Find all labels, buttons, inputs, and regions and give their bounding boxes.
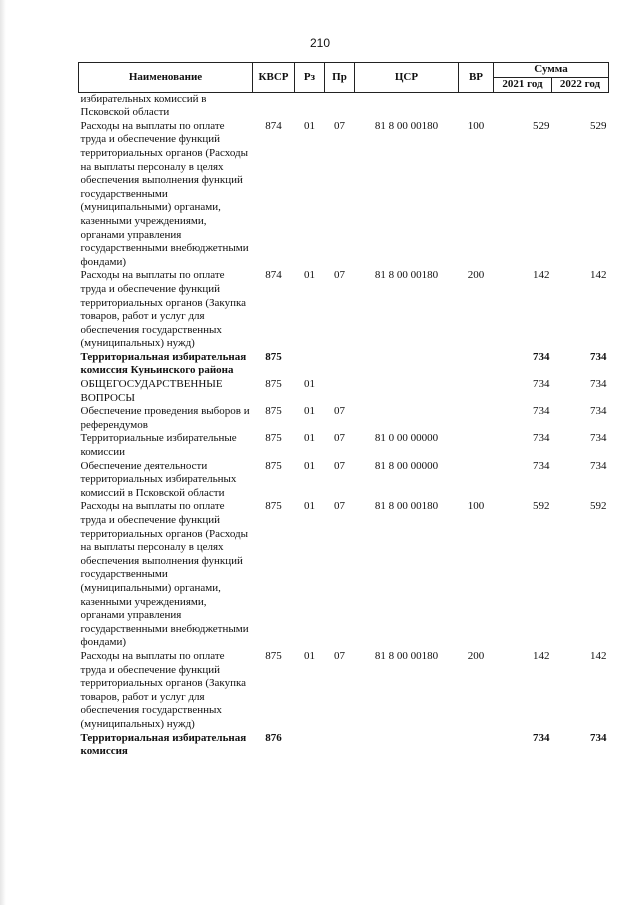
cell-pr: 07 bbox=[334, 500, 345, 513]
cell-vr bbox=[459, 92, 494, 120]
cell-2021 bbox=[494, 92, 552, 120]
cell-csr bbox=[355, 92, 459, 120]
cell-2021: 734 bbox=[533, 378, 550, 391]
table-row bbox=[79, 92, 609, 120]
cell-2021: 734 bbox=[533, 731, 550, 744]
cell-2021: 142 bbox=[533, 269, 550, 282]
cell-csr: 81 8 00 00180 bbox=[374, 500, 439, 513]
cell-csr: 81 8 00 00180 bbox=[374, 269, 439, 282]
page-number: 210 bbox=[309, 36, 331, 50]
cell-rz bbox=[295, 351, 325, 378]
header-2022: 2022 год bbox=[552, 78, 609, 93]
cell-name: Обеспечение деятельности территориальных избирательных комиссий в Псковской области bbox=[80, 459, 237, 499]
table-body bbox=[79, 92, 609, 759]
cell-pr: 07 bbox=[334, 119, 345, 132]
table-row bbox=[79, 378, 609, 405]
cell-vr bbox=[459, 351, 494, 378]
cell-pr: 07 bbox=[334, 649, 345, 662]
cell-pr: 07 bbox=[334, 269, 345, 282]
cell-vr: 100 bbox=[467, 500, 485, 513]
header-pr: Пр bbox=[325, 63, 355, 93]
cell-kvsr bbox=[253, 92, 295, 120]
cell-2021: 592 bbox=[533, 500, 550, 513]
cell-2022: 734 bbox=[590, 731, 607, 744]
cell-2021: 734 bbox=[533, 432, 550, 445]
cell-vr bbox=[459, 432, 494, 459]
table-row bbox=[79, 650, 609, 732]
cell-name: Территориальные избирательные комиссии bbox=[80, 432, 237, 459]
cell-rz: 01 bbox=[304, 500, 315, 513]
cell-pr bbox=[325, 378, 355, 405]
cell-pr: 07 bbox=[334, 459, 345, 472]
cell-2021: 142 bbox=[533, 649, 550, 662]
cell-rz: 01 bbox=[304, 405, 315, 418]
header-rz: Рз bbox=[295, 63, 325, 93]
cell-vr bbox=[459, 460, 494, 501]
cell-name: Расходы на выплаты по оплате труда и обеспечение функций территориальных органов (Расходы на выплаты персоналу в целях обеспечения выполнения функций государственными (муниципальными) органами, казенными учреждениями, органами управления государственными внебюджетными фондами) bbox=[80, 500, 249, 649]
cell-rz bbox=[295, 732, 325, 759]
cell-kvsr: 875 bbox=[265, 405, 282, 418]
cell-vr: 200 bbox=[467, 649, 485, 662]
scan-edge-shadow bbox=[0, 0, 6, 905]
cell-kvsr: 874 bbox=[265, 119, 282, 132]
cell-kvsr: 874 bbox=[265, 269, 282, 282]
cell-pr: 07 bbox=[334, 432, 345, 445]
cell-2022: 142 bbox=[590, 269, 607, 282]
table-row bbox=[79, 405, 609, 432]
cell-vr: 100 bbox=[467, 119, 485, 132]
cell-2021: 734 bbox=[533, 459, 550, 472]
cell-2022 bbox=[552, 92, 609, 120]
cell-name: Расходы на выплаты по оплате труда и обеспечение функций территориальных органов (Закупка товаров, работ и услуг для обеспечения государственных (муниципальных) нужд) bbox=[80, 269, 247, 350]
header-2021: 2021 год bbox=[494, 78, 552, 93]
cell-2022: 734 bbox=[590, 459, 607, 472]
cell-name: Расходы на выплаты по оплате труда и обеспечение функций территориальных органов (Закупка товаров, работ и услуг для обеспечения государственных (муниципальных) нужд) bbox=[80, 649, 247, 730]
cell-vr: 200 bbox=[467, 269, 485, 282]
cell-csr: 81 8 00 00180 bbox=[374, 119, 439, 132]
cell-2021: 529 bbox=[533, 119, 550, 132]
cell-name: избирательных комиссий в Псковской области bbox=[80, 92, 207, 119]
cell-2022: 592 bbox=[590, 500, 607, 513]
header-name: Наименование bbox=[79, 63, 253, 93]
cell-2021: 734 bbox=[533, 350, 550, 363]
cell-pr bbox=[325, 92, 355, 120]
cell-kvsr: 875 bbox=[265, 350, 282, 363]
cell-name: Обеспечение проведения выборов и референдумов bbox=[80, 405, 250, 431]
header-vr: ВР bbox=[459, 63, 494, 93]
cell-2022: 142 bbox=[590, 649, 607, 662]
cell-rz: 01 bbox=[304, 432, 315, 445]
cell-kvsr: 875 bbox=[265, 649, 282, 662]
cell-rz: 01 bbox=[304, 269, 315, 282]
cell-kvsr: 875 bbox=[265, 459, 282, 472]
cell-name: Территориальная избирательная комиссия bbox=[80, 731, 247, 758]
cell-2022: 529 bbox=[590, 119, 607, 132]
cell-2021: 734 bbox=[533, 405, 550, 418]
cell-csr bbox=[355, 351, 459, 378]
cell-2022: 734 bbox=[590, 350, 607, 363]
cell-pr bbox=[325, 351, 355, 378]
cell-rz: 01 bbox=[304, 378, 315, 391]
table-row bbox=[79, 500, 609, 650]
cell-vr bbox=[459, 732, 494, 759]
cell-csr: 81 0 00 00000 bbox=[374, 432, 439, 445]
cell-kvsr: 875 bbox=[265, 432, 282, 445]
cell-kvsr: 875 bbox=[265, 378, 282, 391]
table-row bbox=[79, 432, 609, 459]
header-csr: ЦСР bbox=[355, 63, 459, 93]
cell-kvsr: 875 bbox=[265, 500, 282, 513]
cell-csr bbox=[355, 378, 459, 405]
cell-csr bbox=[355, 732, 459, 759]
cell-rz: 01 bbox=[304, 459, 315, 472]
cell-vr bbox=[459, 378, 494, 405]
cell-rz: 01 bbox=[304, 119, 315, 132]
cell-csr: 81 8 00 00000 bbox=[374, 459, 439, 472]
cell-rz bbox=[295, 92, 325, 120]
cell-rz: 01 bbox=[304, 649, 315, 662]
table-row bbox=[79, 269, 609, 351]
table-row bbox=[79, 732, 609, 759]
table-row bbox=[79, 460, 609, 501]
cell-pr: 07 bbox=[334, 405, 345, 418]
cell-kvsr: 876 bbox=[265, 731, 282, 744]
cell-name: Территориальная избирательная комиссия Куньинского района bbox=[80, 350, 247, 377]
cell-pr bbox=[325, 732, 355, 759]
cell-name: ОБЩЕГОСУДАРСТВЕННЫЕ ВОПРОСЫ bbox=[80, 378, 223, 404]
cell-csr bbox=[355, 405, 459, 432]
cell-csr: 81 8 00 00180 bbox=[374, 649, 439, 662]
cell-name: Расходы на выплаты по оплате труда и обеспечение функций территориальных органов (Расходы на выплаты персоналу в целях обеспечения выполнения функций государственными (муниципальными) органами, казенными учреждениями, органами управления государственными внебюджетными фондами) bbox=[80, 119, 249, 268]
budget-table bbox=[78, 62, 609, 759]
cell-2022: 734 bbox=[590, 378, 607, 391]
table-row bbox=[79, 351, 609, 378]
cell-vr bbox=[459, 405, 494, 432]
header-kvsr: КВСР bbox=[253, 63, 295, 93]
table-row bbox=[79, 120, 609, 270]
header-sum: Сумма bbox=[494, 63, 609, 78]
cell-2022: 734 bbox=[590, 405, 607, 418]
cell-2022: 734 bbox=[590, 432, 607, 445]
